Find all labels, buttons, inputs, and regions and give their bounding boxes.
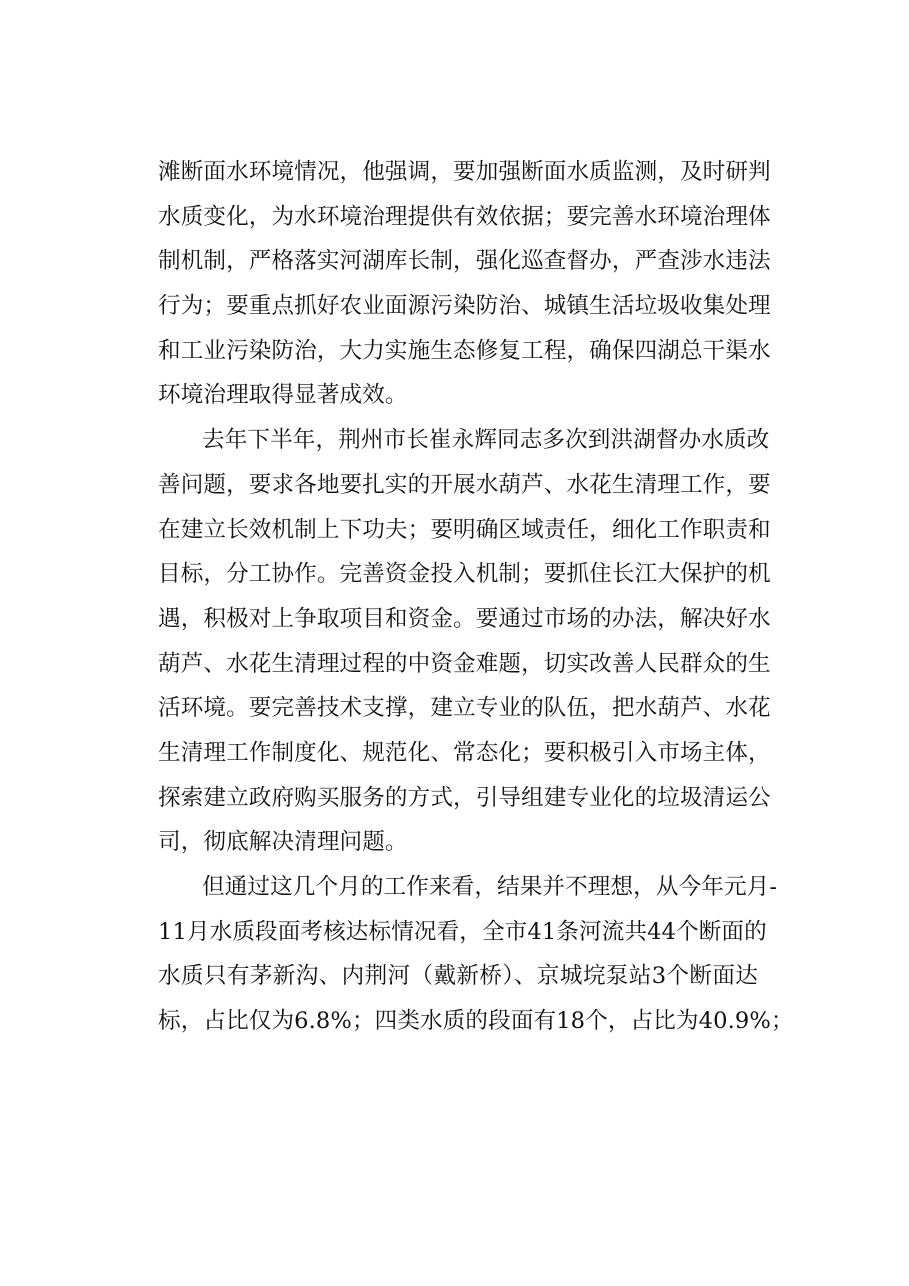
text-line: 遇，积极对上争取项目和资金。要通过市场的办法，解决好水 [158, 605, 771, 632]
paragraph-3 [158, 865, 794, 1044]
text-line: 生清理工作制度化、规范化、常态化；要积极引入市场主体， [158, 739, 771, 766]
text-line: 活环境。要完善技术支撑，建立专业的队伍，把水葫芦、水花 [158, 695, 771, 722]
text-line: 行为；要重点抓好农业面源污染防治、城镇生活垃圾收集处理 [158, 293, 771, 320]
text-line: 标，占比仅为6.8%；四类水质的段面有18个，占比为40.9%； [158, 1008, 794, 1035]
text-line: 探索建立政府购买服务的方式，引导组建专业化的垃圾清运公 [158, 784, 771, 811]
text-line: 制机制，严格落实河湖库长制，强化巡查督办，严查涉水违法 [158, 248, 771, 275]
paragraph-2 [158, 418, 771, 865]
text-line: 葫芦、水花生清理过程的中资金难题，切实改善人民群众的生 [158, 650, 771, 677]
paragraph-1 [158, 150, 771, 418]
text-line: 和工业污染防治，大力实施生态修复工程，确保四湖总干渠水 [158, 337, 771, 364]
text-line: 环境治理取得显著成效。 [158, 382, 408, 409]
text-line: 在建立长效机制上下功夫；要明确区域责任，细化工作职责和 [158, 516, 771, 543]
text-line: 善问题，要求各地要扎实的开展水葫芦、水花生清理工作，要 [158, 471, 771, 498]
text-line: 但通过这几个月的工作来看，结果并不理想，从今年元月- [202, 874, 778, 900]
text-line: 水质变化，为水环境治理提供有效依据；要完善水环境治理体 [158, 203, 771, 230]
text-line: 目标，分工协作。完善资金投入机制；要抓住长江大保护的机 [158, 561, 771, 588]
document-body [158, 150, 794, 1044]
text-line: 滩断面水环境情况，他强调，要加强断面水质监测，及时研判 [158, 159, 771, 185]
text-line: 水质只有茅新沟、内荆河（戴新桥）、京城垸泵站3个断面达 [158, 963, 758, 990]
text-line: 司，彻底解决清理问题。 [158, 829, 408, 856]
text-line: 去年下半年，荆州市长崔永辉同志多次到洪湖督办水质改 [202, 427, 770, 454]
text-line: 11月水质段面考核达标情况看，全市41条河流共44个断面的 [158, 918, 767, 945]
